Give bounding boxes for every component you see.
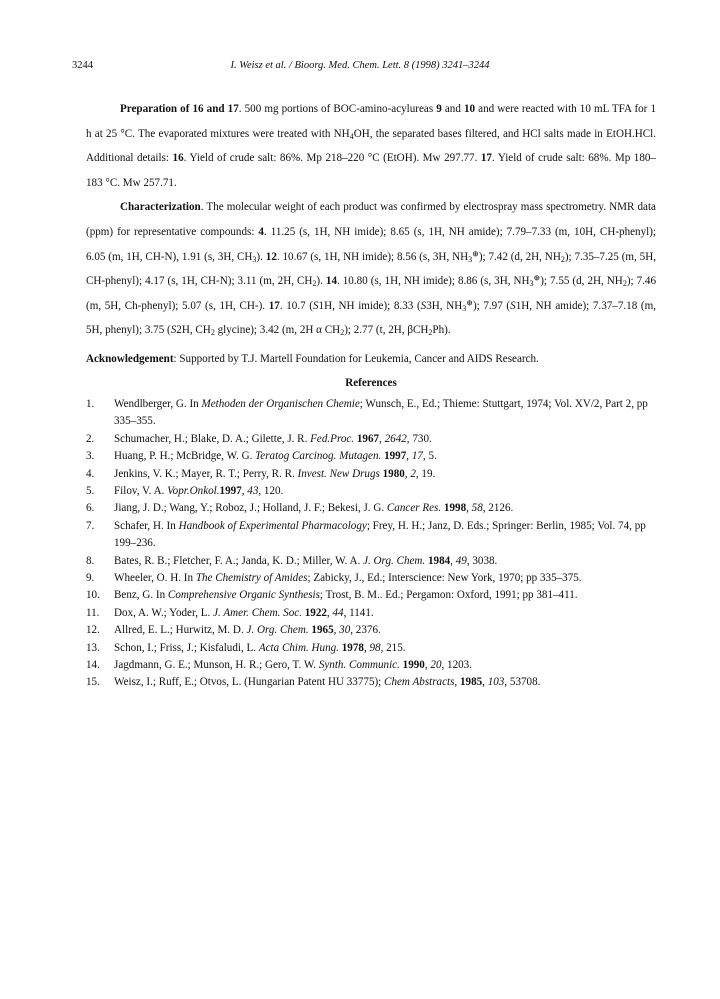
running-head: I. Weisz et al. / Bioorg. Med. Chem. Lett. 8 (1998) 3241–3244: [230, 60, 490, 71]
reference-number: 9.: [86, 572, 95, 584]
reference-year: 1984: [427, 554, 451, 567]
reference-year: 1990: [402, 659, 425, 672]
reference-volume: 43: [247, 484, 259, 497]
reference-separator: ,: [333, 624, 340, 637]
reference-item: [86, 553, 656, 570]
reference-authors: Weisz, I.; Ruff, E.; Otvos, L. (Hungarian Patent HU 33775);: [114, 676, 385, 689]
reference-title: Vopr.Onkol.: [167, 484, 220, 497]
reference-year: 1922: [304, 606, 327, 619]
reference-authors: Schon, I.; Friss, J.; Kisfaludi, L.: [114, 641, 259, 654]
reference-volume: 17: [411, 450, 423, 463]
reference-pages: , 3038.: [466, 554, 498, 567]
reference-authors: Benz, G. In: [114, 589, 168, 602]
reference-item: [86, 500, 656, 517]
reference-text: ; Trost, B. M.. Ed.; Pergamon: Oxford, 1991; pp 381–411.: [319, 589, 578, 602]
reference-pages: , 1203.: [441, 659, 472, 672]
reference-separator: ,: [482, 676, 488, 689]
reference-item: [86, 605, 656, 622]
reference-year: 1967: [356, 432, 380, 445]
reference-authors: Bates, R. B.; Fletcher, F. A.; Janda, K. D.; Miller, W. A.: [114, 554, 364, 567]
characterization-paragraph: Characterization. The molecular weight of each product was confirmed by electrospray mass spectrometry. NMR data (ppm) for representative compounds: 4. 11.25 (s, 1H, NH imide); 8.65 (s, 1H, NH amide); 7.79–7.33 (m, 10H, CH-phenyl); 6.05 (m, 1H, CH-N), 1.91 (s, 3H, $CH_3$). 12. 10.67 (s, 1H, NH imide); 8.56 (s, 3H, $NH_3^\oplus$); 7.42 (d, 2H, $NH_2$); 7.35–7.25 (m, 5H, CH-phenyl); 4.17 (s, 1H, CH-N); 3.11 (m, 2H, $CH_2$). 14. 10.80 (s, 1H, NH imide); 8.86 (s, 3H, $NH_3^\oplus$); 7.55 (d, 2H, $NH_2$); 7.46 (m, 5H, Ch-phenyl); 5.07 (s, 1H, CH-). 17. 10.7 (S1H, NH imide); 8.33 (S3H, $NH_3^\oplus$); 7.97 (S1H, NH amide); 7.37–7.18 (m, 5H, phenyl); 3.75 (S2H, $CH_2$ glycine); 3.42 (m, 2H α $CH_2$); 2.77 (t, 2H, βCH$_2$Ph).: [86, 201, 657, 338]
reference-number: 4.: [86, 467, 95, 480]
reference-year: 1985: [459, 676, 483, 689]
reference-text: ; Wunsch, E., Ed.; Thieme: Stuttgart, 1974; Vol. XV/2, Part 2, pp 335–355.: [114, 397, 648, 428]
reference-separator: ,: [363, 641, 370, 654]
reference-title: Chem Abstracts,: [384, 676, 458, 689]
reference-year: 1978: [341, 641, 364, 654]
page-header: [72, 60, 648, 76]
reference-title: J. Org. Chem.: [363, 554, 426, 567]
reference-title: Invest. New Drugs: [297, 467, 380, 480]
reference-title: Cancer Res.: [386, 502, 442, 515]
reference-item: [86, 448, 656, 465]
reference-volume: 20: [430, 659, 442, 672]
reference-volume: 30: [339, 624, 351, 637]
reference-volume: 103: [487, 676, 505, 689]
page-number: 3244: [72, 60, 93, 71]
reference-text: ; Frey, H. H.; Janz, D. Eds.; Springer: Berlin, 1985; Vol. 74, pp 199–236.: [114, 519, 646, 550]
reference-year: 1998: [443, 502, 467, 515]
reference-title: Comprehensive Organic Synthesis: [167, 589, 320, 602]
reference-pages: , 730.: [406, 432, 432, 445]
reference-pages: , 5.: [422, 450, 437, 463]
reference-pages: , 120.: [258, 484, 284, 497]
reference-item: [86, 640, 656, 657]
reference-volume: 98: [369, 641, 381, 654]
reference-separator: ,: [404, 467, 411, 480]
reference-title: Acta Chim. Hung.: [258, 641, 339, 654]
reference-title: J. Org. Chem.: [246, 624, 309, 637]
reference-title: Teratog Carcinog. Mutagen.: [255, 450, 382, 463]
reference-authors: Schafer, H. In: [114, 519, 179, 532]
reference-authors: Dox, A. W.; Yoder, L.: [114, 606, 214, 619]
reference-item: [86, 483, 656, 500]
reference-number: 6.: [86, 502, 95, 515]
reference-year: 1997: [384, 450, 407, 463]
reference-authors: Filov, V. A.: [114, 484, 168, 497]
reference-item: [86, 587, 656, 604]
reference-volume: 2: [410, 467, 416, 480]
reference-number: 11.: [86, 606, 100, 619]
reference-volume: 44: [332, 606, 344, 619]
reference-separator: ,: [450, 554, 456, 567]
reference-separator: ,: [424, 659, 431, 672]
reference-separator: ,: [379, 432, 385, 445]
reference-title: The Chemistry of Amides: [195, 572, 308, 584]
reference-pages: , 19.: [415, 467, 436, 480]
reference-volume: 58: [471, 502, 483, 515]
reference-text: ; Zabicky, J., Ed.; Interscience: New York, 1970; pp 335–375.: [307, 572, 582, 584]
acknowledgement: Acknowledgement: Supported by T.J. Martell Foundation for Leukemia, Cancer and AIDS Research.: [86, 352, 539, 365]
reference-item: [86, 431, 656, 448]
reference-authors: Huang, P. H.; McBridge, W. G.: [114, 450, 256, 463]
reference-title: Methoden der Organischen Chemie: [201, 397, 360, 410]
reference-number: 15.: [86, 676, 100, 689]
reference-authors: Jagdmann, G. E.; Munson, H. R.; Gero, T. W.: [114, 659, 319, 672]
reference-number: 13.: [86, 641, 100, 654]
preparation-heading: Preparation of 16 and 17: [120, 103, 239, 115]
reference-authors: Schumacher, H.; Blake, D. A.; Gilette, J. R.: [114, 432, 311, 445]
references-list: [86, 396, 656, 692]
reference-item: [86, 622, 656, 639]
reference-title: Fed.Proc.: [310, 432, 355, 445]
reference-item: [86, 570, 656, 587]
reference-number: 14.: [86, 659, 100, 672]
reference-separator: ,: [406, 450, 412, 463]
reference-number: 2.: [86, 432, 95, 445]
reference-title: Handbook of Experimental Pharmacology: [178, 519, 367, 532]
reference-authors: Allred, E. L.; Hurwitz, M. D.: [114, 624, 247, 637]
reference-authors: Wheeler, O. H. In: [114, 572, 196, 584]
reference-title: J. Amer. Chem. Soc.: [213, 606, 302, 619]
reference-number: 12.: [86, 624, 100, 637]
reference-year: 1997: [219, 484, 242, 497]
reference-number: 3.: [86, 450, 95, 463]
reference-authors: Jiang, J. D.; Wang, Y.; Roboz, J.; Holland, J. F.; Bekesi, J. G.: [114, 502, 387, 515]
reference-number: 1.: [86, 397, 95, 410]
reference-pages: , 1141.: [343, 606, 374, 619]
reference-year: 1980: [382, 467, 405, 480]
reference-volume: 49: [455, 554, 467, 567]
reference-pages: , 215.: [380, 641, 406, 654]
reference-pages: , 53708.: [504, 676, 541, 689]
reference-authors: Wendlberger, G. In: [114, 397, 202, 410]
reference-separator: ,: [241, 484, 248, 497]
preparation-paragraph: Preparation of 16 and 17. 500 mg portions of BOC-amino-acylureas 9 and 10 and were reacted with 10 mL TFA for 1 h at 25 °C. The evaporated mixtures were treated with $NH_4OH$, the separated bases filtered, and HCl salts made in EtOH.HCl. Additional details: 16. Yield of crude salt: 86%. Mp 218–220 °C (EtOH). Mw 297.77. 17. Yield of crude salt: 68%. Mp 180–183 °C. Mw 257.71.: [86, 103, 657, 189]
acknowledgement-heading: Acknowledgement: [86, 352, 174, 365]
reference-number: 10.: [86, 589, 100, 602]
reference-authors: Jenkins, V. K.; Mayer, R. T.; Perry, R. R.: [114, 467, 298, 480]
reference-year: 1965: [311, 624, 334, 637]
reference-separator: ,: [326, 606, 333, 619]
reference-separator: ,: [466, 502, 472, 515]
reference-pages: , 2376.: [350, 624, 381, 637]
reference-item: [86, 657, 656, 674]
reference-item: [86, 396, 656, 431]
characterization-heading: Characterization: [120, 201, 201, 214]
reference-item: [86, 466, 656, 483]
reference-title: Synth. Communic.: [318, 659, 400, 672]
article-body: [86, 97, 656, 692]
reference-number: 7.: [86, 519, 95, 532]
reference-volume: 2642: [384, 432, 407, 445]
reference-pages: , 2126.: [482, 502, 514, 515]
references-heading: References: [345, 376, 397, 389]
reference-item: [86, 518, 656, 553]
reference-item: [86, 674, 656, 691]
reference-number: 5.: [86, 484, 95, 497]
reference-number: 8.: [86, 554, 95, 567]
